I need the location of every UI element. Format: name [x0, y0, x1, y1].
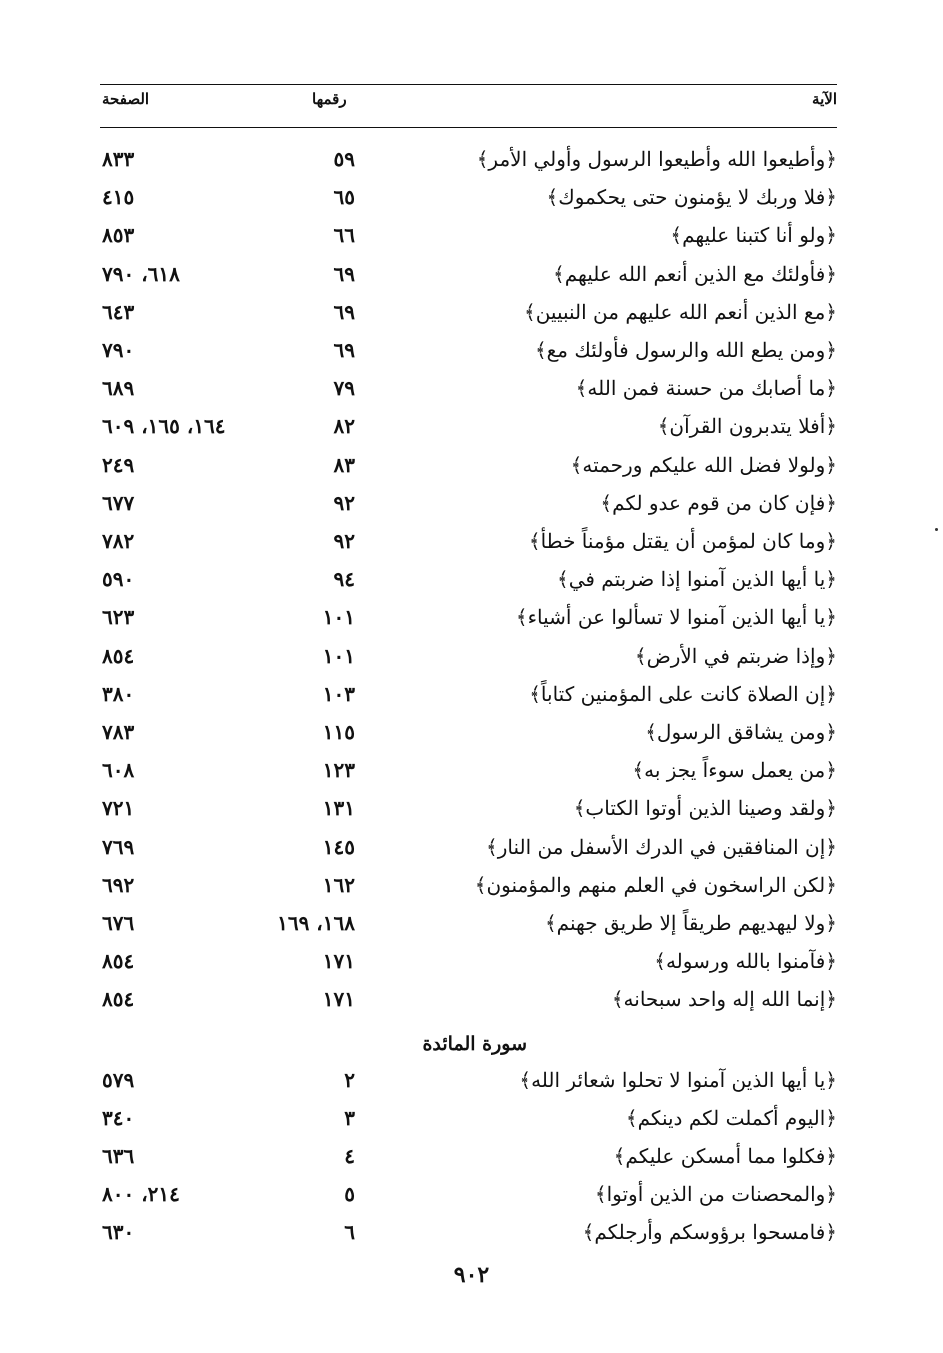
- table-row: [0, 1099, 943, 1137]
- verse-cell: ﴿وأطيعوا الله وأطيعوا الرسول وأولي الأمر﴾: [476, 147, 837, 171]
- number-cell: ٦٩: [333, 299, 355, 324]
- pages-cell: ٥٧٩: [102, 1067, 135, 1092]
- table-row: [0, 713, 943, 751]
- verse-cell: ﴿فلا وربك لا يؤمنون حتى يحكموك﴾: [546, 185, 837, 210]
- verse-cell: ﴿ولو أنا كتبنا عليهم﴾: [670, 223, 837, 248]
- verse-cell: ﴿ومن يطع الله والرسول فأولئك مع﴾: [534, 338, 837, 362]
- table-row: [0, 1137, 943, 1175]
- table-row: [0, 598, 943, 636]
- table-row: [0, 828, 943, 866]
- number-cell: ٨٢: [333, 414, 355, 439]
- number-cell: ١٠٣: [322, 681, 355, 706]
- pages-cell: ٧٢١: [102, 796, 135, 821]
- pages-cell: ٦٤٣: [102, 299, 135, 324]
- table-row: [0, 407, 943, 445]
- table-row: [0, 369, 943, 407]
- verse-cell: ﴿ولقد وصينا الذين أوتوا الكتاب﴾: [573, 796, 837, 821]
- pages-cell: ٦٣٠: [102, 1220, 135, 1245]
- number-cell: ٦: [344, 1220, 355, 1245]
- pages-cell: ٦٩٢: [102, 872, 135, 897]
- header-verse: الآية: [812, 90, 837, 108]
- number-cell: ٦٩: [333, 338, 355, 362]
- pages-cell: ٦٧٧: [102, 490, 135, 515]
- pages-cell: ٦١٨، ٧٩٠: [102, 261, 180, 286]
- pages-cell: ٧٨٢: [102, 529, 135, 553]
- surah-heading: سورة المائدة: [422, 1032, 527, 1055]
- number-cell: ١٧١: [322, 949, 355, 974]
- number-cell: ٦٥: [333, 185, 355, 210]
- table-row: [0, 560, 943, 598]
- number-cell: ٢: [344, 1067, 355, 1092]
- pages-cell: ٤١٥: [102, 185, 135, 210]
- table-row: [0, 751, 943, 789]
- page-number: ٩٠٢: [453, 1262, 490, 1288]
- number-cell: ١٠١: [322, 605, 355, 630]
- verse-cell: ﴿وما كان لمؤمن أن يقتل مؤمناً خطأ﴾: [528, 529, 837, 553]
- verse-cell: ﴿إن الصلاة كانت على المؤمنين كتاباً﴾: [529, 681, 837, 706]
- table-row: [0, 866, 943, 904]
- pages-cell: ٨٥٤: [102, 949, 135, 974]
- table-row: [0, 904, 943, 942]
- verse-cell: ﴿فأولئك مع الذين أنعم الله عليهم﴾: [552, 261, 837, 286]
- number-cell: ١٧١: [322, 987, 355, 1012]
- table-row: [0, 293, 943, 331]
- verse-cell: ﴿ولولا فضل الله عليكم ورحمته﴾: [570, 452, 837, 477]
- pages-cell: ٣٨٠: [102, 681, 135, 706]
- table-row: [0, 789, 943, 827]
- number-cell: ٨٣: [333, 452, 355, 477]
- verse-cell: ﴿من يعمل سوءاً يجز به﴾: [632, 758, 837, 783]
- number-cell: ١٦٨، ١٦٩: [277, 911, 355, 935]
- number-cell: ٦٩: [333, 261, 355, 286]
- number-cell: ٣: [344, 1105, 355, 1130]
- number-cell: ٥٩: [333, 147, 355, 171]
- verse-cell: ﴿وإذا ضربتم في الأرض﴾: [634, 643, 837, 668]
- pages-cell: ٨٥٣: [102, 223, 135, 248]
- table-row: [0, 255, 943, 293]
- table-row: [0, 675, 943, 713]
- number-cell: ٦٦: [333, 223, 355, 248]
- verse-cell: ﴿يا أيها الذين آمنوا لا تسألوا عن أشياء﴾: [515, 605, 837, 630]
- pages-cell: ٦٢٣: [102, 605, 135, 630]
- pages-cell: ٧٦٩: [102, 834, 135, 859]
- verse-cell: ﴿أفلا يتدبرون القرآن﴾: [657, 414, 837, 439]
- number-cell: ٩٤: [333, 567, 355, 592]
- number-cell: ١٦٢: [322, 872, 355, 897]
- pages-cell: ٣٤٠: [102, 1105, 135, 1130]
- verse-cell: ﴿فإن كان من قوم عدو لكم﴾: [600, 490, 837, 515]
- pages-cell: ٢٤٩: [102, 452, 135, 477]
- table-row: [0, 637, 943, 675]
- table-row: [0, 522, 943, 560]
- number-cell: ١٤٥: [322, 834, 355, 859]
- pages-cell: ٦٣٦: [102, 1144, 135, 1168]
- table-row: [0, 331, 943, 369]
- pages-cell: ٨٥٤: [102, 643, 135, 668]
- pages-cell: ١٦٤، ١٦٥، ٦٠٩: [102, 414, 226, 439]
- table-row: [0, 1061, 943, 1099]
- pages-cell: ٧٩٠: [102, 338, 135, 362]
- verse-cell: ﴿إن المنافقين في الدرك الأسفل من النار﴾: [486, 834, 837, 859]
- table-row: [0, 942, 943, 980]
- header-number: رقمها: [312, 90, 347, 108]
- verse-cell: ﴿يا أيها الذين آمنوا لا تحلوا شعائر الله﴾: [519, 1067, 837, 1092]
- number-cell: ١٢٣: [322, 758, 355, 783]
- pages-cell: ٦٧٦: [102, 911, 135, 935]
- table-row: [0, 484, 943, 522]
- pages-cell: ٥٩٠: [102, 567, 135, 592]
- number-cell: ٩٢: [333, 529, 355, 553]
- number-cell: ٧٩: [333, 376, 355, 401]
- verse-cell: ﴿إنما الله إله واحد سبحانه﴾: [611, 987, 837, 1012]
- number-cell: ١٣١: [322, 796, 355, 821]
- table-row: [0, 446, 943, 484]
- table-row: [0, 1175, 943, 1213]
- verse-cell: ﴿فآمنوا بالله ورسوله﴾: [654, 949, 837, 974]
- header-rule: [100, 127, 837, 128]
- table-row: [0, 1213, 943, 1251]
- verse-cell: ﴿فامسحوا برؤوسكم وأرجلكم﴾: [582, 1220, 837, 1245]
- number-cell: ١١٥: [322, 720, 355, 744]
- verse-cell: ﴿ومن يشاقق الرسول﴾: [645, 720, 837, 744]
- number-cell: ١٠١: [322, 643, 355, 668]
- verse-cell: ﴿والمحصنات من الذين أوتوا﴾: [594, 1182, 837, 1207]
- table-row: [0, 140, 943, 178]
- pages-cell: ٧٨٣: [102, 720, 135, 744]
- table-row: [0, 178, 943, 216]
- number-cell: ٥: [344, 1182, 355, 1207]
- page-speck: [935, 528, 938, 531]
- verse-cell: ﴿اليوم أكملت لكم دينكم﴾: [625, 1105, 837, 1130]
- header-page: الصفحة: [102, 90, 150, 108]
- number-cell: ٩٢: [333, 490, 355, 515]
- verse-cell: ﴿لكن الراسخون في العلم منهم والمؤمنون﴾: [474, 872, 837, 897]
- verse-cell: ﴿ما أصابك من حسنة فمن الله﴾: [575, 376, 837, 401]
- pages-cell: ٨٣٣: [102, 147, 135, 171]
- pages-cell: ٦٨٩: [102, 376, 135, 401]
- verse-cell: ﴿يا أيها الذين آمنوا إذا ضربتم في﴾: [557, 567, 837, 592]
- pages-cell: ٨٥٤: [102, 987, 135, 1012]
- verse-cell: ﴿مع الذين أنعم الله عليهم من النبيين﴾: [523, 299, 837, 324]
- pages-cell: ٦٠٨: [102, 758, 135, 783]
- top-rule: [100, 84, 837, 85]
- number-cell: ٤: [344, 1144, 355, 1168]
- verse-cell: ﴿فكلوا مما أمسكن عليكم﴾: [613, 1144, 837, 1168]
- table-row: [0, 980, 943, 1018]
- verse-cell: ﴿ولا ليهديهم طريقاً إلا طريق جهنم﴾: [544, 911, 837, 935]
- table-row: [0, 216, 943, 254]
- pages-cell: ٢١٤، ٨٠٠: [102, 1182, 180, 1207]
